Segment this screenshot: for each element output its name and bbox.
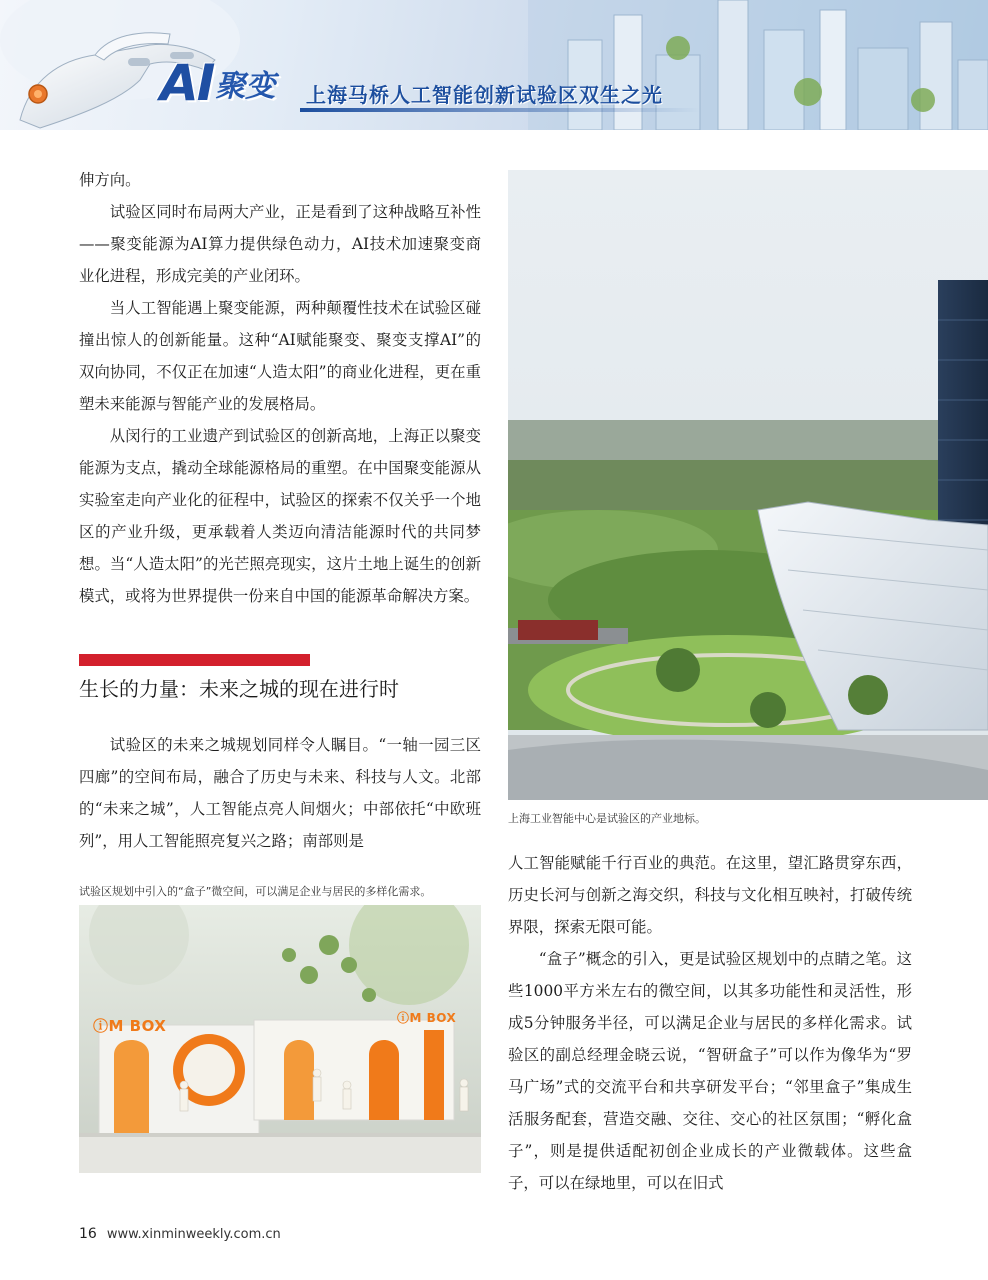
footer-url[interactable]: www.xinminweekly.com.cn xyxy=(106,1227,281,1242)
article-column-left-mid xyxy=(79,729,481,857)
photo-industrial-center-image xyxy=(508,170,988,800)
header-subtitle: 上海马桥人工智能创新试验区双生之光 xyxy=(306,83,663,107)
paragraph: 伸方向。 xyxy=(79,171,141,189)
paragraph: 当人工智能遇上聚变能源，两种颠覆性技术在试验区碰撞出惊人的创新能量。这种“AI赋能聚变、聚变支撑AI”的双向协同，不仅正在加速“人造太阳”的商业化进程，更在重塑未来能源与智能产业的发展格局。 xyxy=(79,299,481,413)
section-accent-bar xyxy=(79,654,310,666)
photo-industrial-center xyxy=(508,170,988,800)
photo-caption-main: 上海工业智能中心是试验区的产业地标。 xyxy=(508,812,706,825)
article-column-right-bottom xyxy=(508,847,912,1199)
series-logo-ai: AI xyxy=(160,54,214,112)
paragraph: 人工智能赋能千行百业的典范。在这里，望汇路贯穿东西，历史长河与创新之海交织，科技与文化相互映衬，打破传统界限，探索无限可能。 xyxy=(508,854,912,936)
paragraph: 从闵行的工业遗产到试验区的创新高地，上海正以聚变能源为支点，撬动全球能源格局的重塑。在中国聚变能源从实验室走向产业化的征程中，试验区的探索不仅关乎一个地区的产业升级，更承载着人类迈向清洁能源时代的共同梦想。当“人造太阳”的光芒照亮现实，这片土地上诞生的创新模式，或将为世界提供一份来自中国的能源革命解决方案。 xyxy=(79,427,481,605)
paragraph: 试验区同时布局两大产业，正是看到了这种战略互补性——聚变能源为AI算力提供绿色动力，AI技术加速聚变商业化进程，形成完美的产业闭环。 xyxy=(79,203,481,285)
paragraph: “盒子”概念的引入，更是试验区规划中的点睛之笔。这些1000平方米左右的微空间，以其多功能性和灵活性，形成5分钟服务半径，可以满足企业与居民的多样化需求。试验区的副总经理金晓云说，“智研盒子”可以作为像华为“罗马广场”式的交流平台和共享研发平台；“邻里盒子”集成生活服务配套，营造交融、交往、交心的社区氛围；“孵化盒子”，则是提供适配初创企业成长的产业微载体。这些盒子，可以在绿地里，可以在旧式 xyxy=(508,950,912,1192)
article-column-left-top xyxy=(79,164,481,612)
box-label-left: ⓘM BOX xyxy=(93,1017,167,1035)
header-underline xyxy=(300,108,700,112)
photo-box-model xyxy=(79,905,481,1173)
header-banner xyxy=(0,0,988,130)
photo-box-model-image xyxy=(79,905,481,1173)
series-logo-word: 聚变 xyxy=(215,69,276,104)
page-footer xyxy=(79,1226,281,1242)
paragraph: 试验区的未来之城规划同样令人瞩目。“一轴一园三区四廊”的空间布局，融合了历史与未来、科技与人文。北部的“未来之城”，人工智能点亮人间烟火；中部依托“中欧班列”，用人工智能照亮复兴之路；南部则是 xyxy=(79,736,481,850)
page-number: 16 xyxy=(79,1226,97,1242)
series-logo xyxy=(160,56,275,110)
section-title: 生长的力量：未来之城的现在进行时 xyxy=(79,677,399,701)
box-label-right: ⓘM BOX xyxy=(397,1011,457,1025)
photo-caption-box: 试验区规划中引入的“盒子”微空间，可以满足企业与居民的多样化需求。 xyxy=(79,885,432,898)
